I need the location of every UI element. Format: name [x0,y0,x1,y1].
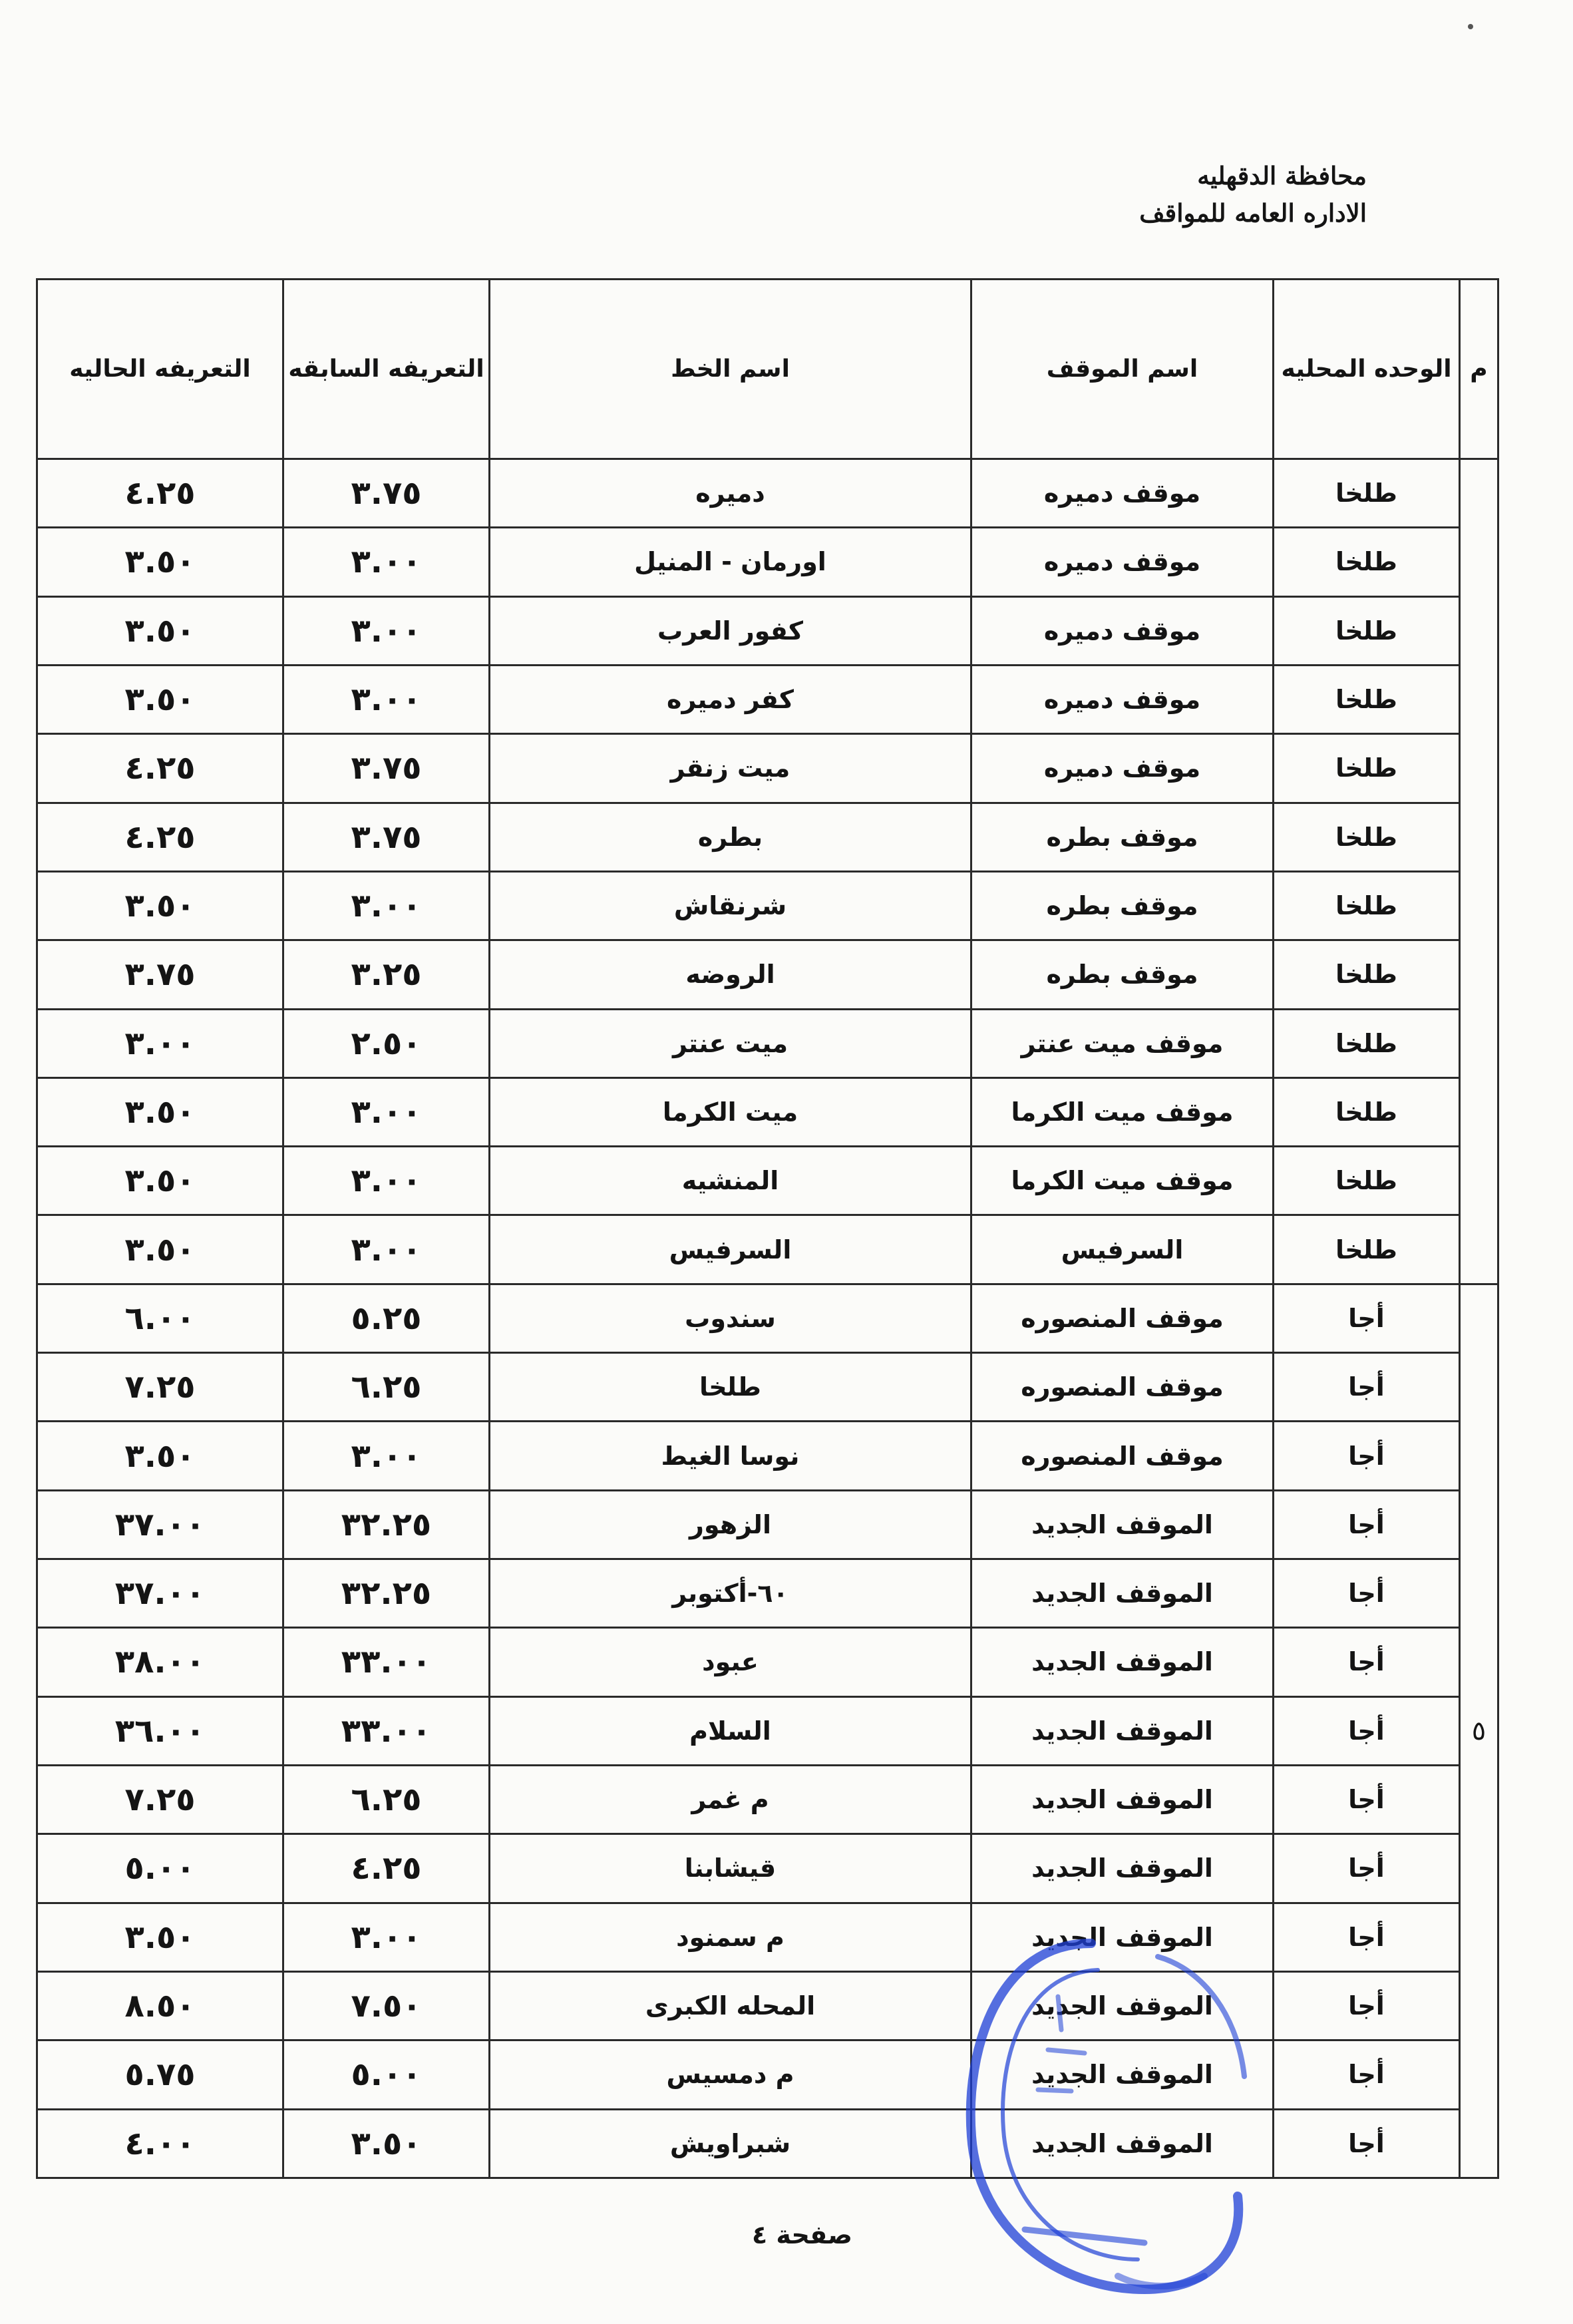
local-unit-cell: أجا [1274,1834,1460,1903]
previous-fare-cell: ٥.٠٠ [283,2040,490,2109]
previous-fare-cell: ٣.٧٥ [283,734,490,803]
line-name-cell: قيشابنا [490,1834,971,1903]
col-header-prev-fare: التعريفه السابقه [283,280,490,459]
local-unit-cell: أجا [1274,1284,1460,1352]
previous-fare-cell: ٣.٠٠ [283,871,490,940]
previous-fare-cell: ٣.٠٠ [283,665,490,733]
local-unit-cell: طلخا [1274,1009,1460,1077]
local-unit-cell: طلخا [1274,459,1460,528]
current-fare-cell: ٣.٥٠ [37,1215,283,1284]
stop-name-cell: الموقف الجديد [971,1628,1274,1696]
stop-name-cell: الموقف الجديد [971,1696,1274,1765]
stop-name-cell: موقف دميره [971,734,1274,803]
table-row [37,803,1498,871]
col-header-unit: الوحده المحليه [1274,280,1460,459]
table-row [37,1696,1498,1765]
line-name-cell: بطره [490,803,971,871]
line-name-cell: شبراويش [490,2109,971,2178]
previous-fare-cell: ٣.٠٠ [283,1215,490,1284]
line-name-cell: المنشيه [490,1147,971,1215]
table-row [37,1971,1498,2040]
current-fare-cell: ٣٧.٠٠ [37,1559,283,1628]
stop-name-cell: الموقف الجديد [971,1559,1274,1628]
table-row [37,1765,1498,1834]
stop-name-cell: موقف دميره [971,459,1274,528]
line-name-cell: دميره [490,459,971,528]
table-row [37,1009,1498,1077]
local-unit-cell: أجا [1274,1490,1460,1559]
stop-name-cell: الموقف الجديد [971,1490,1274,1559]
document-header [1139,157,1367,232]
table-row [37,2109,1498,2178]
line-name-cell: سندوب [490,1284,971,1352]
local-unit-cell: طلخا [1274,734,1460,803]
stop-name-cell: الموقف الجديد [971,2040,1274,2109]
table-row [37,1628,1498,1696]
previous-fare-cell: ٣٢.٢٥ [283,1559,490,1628]
current-fare-cell: ٣٨.٠٠ [37,1628,283,1696]
governorate-name: محافظة الدقهليه [1197,161,1367,190]
stop-name-cell: الموقف الجديد [971,1971,1274,2040]
previous-fare-cell: ٣.٥٠ [283,2109,490,2178]
current-fare-cell: ٣.٥٠ [37,528,283,596]
fares-table [36,278,1499,2179]
table-row [37,1353,1498,1422]
line-name-cell: كفور العرب [490,596,971,665]
stop-name-cell: الموقف الجديد [971,1834,1274,1903]
line-name-cell: المحله الكبرى [490,1971,971,2040]
stop-name-cell: موقف دميره [971,665,1274,733]
local-unit-cell: طلخا [1274,1077,1460,1146]
table-row [37,528,1498,596]
current-fare-cell: ٤.٢٥ [37,734,283,803]
local-unit-cell: أجا [1274,1765,1460,1834]
stop-name-cell: موقف المنصوره [971,1353,1274,1422]
previous-fare-cell: ٣.٠٠ [283,1147,490,1215]
local-unit-cell: أجا [1274,1971,1460,2040]
table-row [37,1422,1498,1490]
stop-name-cell: السرفيس [971,1215,1274,1284]
local-unit-cell: طلخا [1274,528,1460,596]
previous-fare-cell: ٣.٧٥ [283,803,490,871]
col-header-curr-fare: التعريفه الحاليه [37,280,283,459]
current-fare-cell: ٣.٥٠ [37,871,283,940]
local-unit-cell: طلخا [1274,1215,1460,1284]
previous-fare-cell: ٣.٠٠ [283,1422,490,1490]
current-fare-cell: ٣.٧٥ [37,940,283,1009]
table-row [37,2040,1498,2109]
previous-fare-cell: ٦.٢٥ [283,1353,490,1422]
previous-fare-cell: ٣٣.٠٠ [283,1696,490,1765]
previous-fare-cell: ٧.٥٠ [283,1971,490,2040]
current-fare-cell: ٣.٥٠ [37,1077,283,1146]
line-name-cell: شرنقاش [490,871,971,940]
current-fare-cell: ٣.٥٠ [37,665,283,733]
local-unit-cell: طلخا [1274,1147,1460,1215]
local-unit-cell: طلخا [1274,940,1460,1009]
current-fare-cell: ٣.٥٠ [37,1903,283,1971]
local-unit-cell: أجا [1274,2109,1460,2178]
table-row [37,1903,1498,1971]
previous-fare-cell: ٣.٠٠ [283,596,490,665]
table-row [37,1215,1498,1284]
current-fare-cell: ٤.٢٥ [37,459,283,528]
line-name-cell: الزهور [490,1490,971,1559]
page-number: صفحة ٤ [752,2220,852,2249]
official-stamp [925,1917,1271,2316]
previous-fare-cell: ٣.٠٠ [283,1903,490,1971]
stop-name-cell: موقف المنصوره [971,1422,1274,1490]
col-header-num: م [1460,280,1498,459]
local-unit-cell: طلخا [1274,803,1460,871]
table-row [37,871,1498,940]
stop-name-cell: موقف دميره [971,528,1274,596]
previous-fare-cell: ٣.٧٥ [283,459,490,528]
previous-fare-cell: ٤.٢٥ [283,1834,490,1903]
current-fare-cell: ٣.٥٠ [37,596,283,665]
previous-fare-cell: ٢.٥٠ [283,1009,490,1077]
line-name-cell: الروضه [490,940,971,1009]
previous-fare-cell: ٥.٢٥ [283,1284,490,1352]
line-name-cell: ميت زنقر [490,734,971,803]
current-fare-cell: ٧.٢٥ [37,1765,283,1834]
local-unit-cell: أجا [1274,2040,1460,2109]
local-unit-cell: طلخا [1274,596,1460,665]
group-number-cell: ٥ [1460,1284,1498,2178]
current-fare-cell: ٣.٠٠ [37,1009,283,1077]
current-fare-cell: ٥.٧٥ [37,2040,283,2109]
current-fare-cell: ٣٧.٠٠ [37,1490,283,1559]
line-name-cell: م غمر [490,1765,971,1834]
previous-fare-cell: ٣.٠٠ [283,1077,490,1146]
current-fare-cell: ٦.٠٠ [37,1284,283,1352]
local-unit-cell: أجا [1274,1422,1460,1490]
line-name-cell: ٦٠-أكتوبر [490,1559,971,1628]
stop-name-cell: موقف المنصوره [971,1284,1274,1352]
previous-fare-cell: ٣٣.٠٠ [283,1628,490,1696]
local-unit-cell: طلخا [1274,871,1460,940]
department-name: الاداره العامه للمواقف [1139,198,1367,228]
stop-name-cell: موقف ميت عنتر [971,1009,1274,1077]
stop-name-cell: الموقف الجديد [971,2109,1274,2178]
table-row [37,596,1498,665]
stop-name-cell: الموقف الجديد [971,1903,1274,1971]
previous-fare-cell: ٣.٢٥ [283,940,490,1009]
local-unit-cell: أجا [1274,1353,1460,1422]
current-fare-cell: ٥.٠٠ [37,1834,283,1903]
line-name-cell: طلخا [490,1353,971,1422]
line-name-cell: ميت عنتر [490,1009,971,1077]
line-name-cell: اورمان - المنيل [490,528,971,596]
table-row [37,665,1498,733]
table-row [37,1490,1498,1559]
previous-fare-cell: ٣٢.٢٥ [283,1490,490,1559]
previous-fare-cell: ٣.٠٠ [283,528,490,596]
stop-name-cell: موقف ميت الكرما [971,1147,1274,1215]
local-unit-cell: طلخا [1274,665,1460,733]
stop-name-cell: موقف بطره [971,940,1274,1009]
table-header-row [37,280,1498,459]
line-name-cell: السلام [490,1696,971,1765]
table-row [37,459,1498,528]
line-name-cell: كفر دميره [490,665,971,733]
stop-name-cell: موقف بطره [971,871,1274,940]
local-unit-cell: أجا [1274,1696,1460,1765]
table-row [37,1147,1498,1215]
line-name-cell: نوسا الغيط [490,1422,971,1490]
table-row [37,1559,1498,1628]
current-fare-cell: ٣.٥٠ [37,1422,283,1490]
current-fare-cell: ٧.٢٥ [37,1353,283,1422]
group-number-cell [1460,459,1498,1284]
table-row [37,940,1498,1009]
line-name-cell: عبود [490,1628,971,1696]
current-fare-cell: ٨.٥٠ [37,1971,283,2040]
stop-name-cell: الموقف الجديد [971,1765,1274,1834]
line-name-cell: السرفيس [490,1215,971,1284]
line-name-cell: م سمنود [490,1903,971,1971]
local-unit-cell: أجا [1274,1559,1460,1628]
stop-name-cell: موقف بطره [971,803,1274,871]
current-fare-cell: ٤.٢٥ [37,803,283,871]
table-row [37,1834,1498,1903]
previous-fare-cell: ٦.٢٥ [283,1765,490,1834]
current-fare-cell: ٣٦.٠٠ [37,1696,283,1765]
line-name-cell: ميت الكرما [490,1077,971,1146]
line-name-cell: م دمسيس [490,2040,971,2109]
col-header-stop: اسم الموقف [971,280,1274,459]
local-unit-cell: أجا [1274,1903,1460,1971]
stop-name-cell: موقف ميت الكرما [971,1077,1274,1146]
scan-speck [1464,20,1477,33]
current-fare-cell: ٣.٥٠ [37,1147,283,1215]
table-row [37,1077,1498,1146]
stop-name-cell: موقف دميره [971,596,1274,665]
local-unit-cell: أجا [1274,1628,1460,1696]
current-fare-cell: ٤.٠٠ [37,2109,283,2178]
table-row [37,1284,1498,1352]
col-header-line: اسم الخط [490,280,971,459]
table-row [37,734,1498,803]
